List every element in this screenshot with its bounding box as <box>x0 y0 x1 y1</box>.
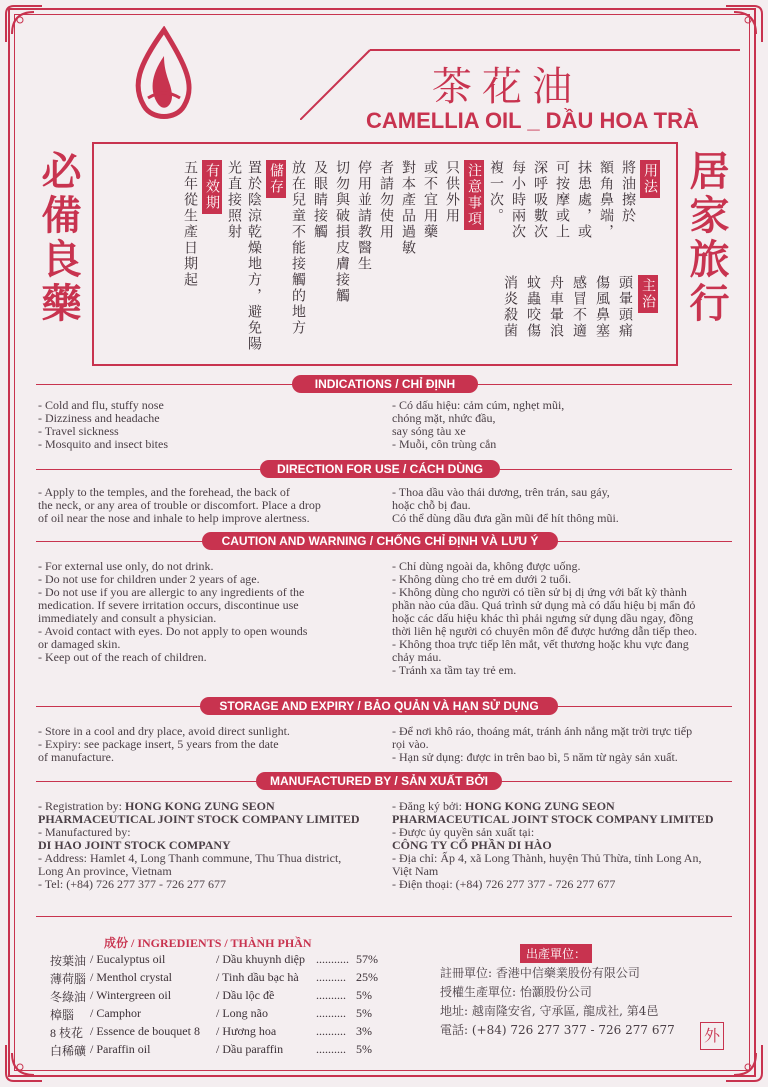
vertical-column: 五年從生產日期起 <box>182 160 198 288</box>
tag-indications: 主治 <box>638 275 658 313</box>
producer-line: 註冊單位: 香港中信藥業股份有限公司 <box>440 966 640 980</box>
caution-vi: - Chỉ dùng ngoài da, không được uống. - Không dùng cho trẻ em dưới 2 tuổi. - Không dùng cho người có tiền sử bị dị ứng với bất kỳ thành phần nào của dầu. Quá trình sử dụng mà có dấu hiệu bị mẩn đỏ hoặc các dấu hiệu khác thì phải ngưng sử dụng dầu ngay, đồng thời liên hệ người có chuyên môn để được hướng dẫn tiếp theo. - Không thoa trực tiếp lên mắt, vết thương hoặc khu vực đang chảy máu. - Tránh xa tầm tay trẻ em. <box>392 559 698 677</box>
vertical-column: 只供外用 <box>444 160 460 224</box>
label: - Được ủy quyền sản xuất tại: <box>392 825 535 839</box>
dot-leader: .......... <box>316 988 346 1002</box>
product-title-chinese: 茶花油 <box>432 64 582 110</box>
indications-heading: INDICATIONS / CHỈ ĐỊNH <box>292 375 478 393</box>
ingredient-name-vi: / Dầu paraffin <box>216 1042 284 1056</box>
vertical-column: 消炎殺菌 <box>502 275 518 339</box>
ingredient-row <box>50 1042 390 1058</box>
vertical-column: 置於陰涼乾燥地方，避免陽光直接照射 <box>226 160 262 352</box>
ingredient-percent: 25% <box>356 970 378 984</box>
producer-chinese <box>440 964 700 1040</box>
manufacturer-vi <box>392 800 752 891</box>
ingredient-name-cn: 8 枝花 <box>50 1026 84 1040</box>
ingredient-percent: 3% <box>356 1024 372 1038</box>
label: - Đăng ký bởi: <box>392 799 466 813</box>
company-name: DI HAO JOINT STOCK COMPANY <box>38 838 231 852</box>
ingredient-name-vi: / Hương hoa <box>216 1024 277 1038</box>
storage-en: - Store in a cool and dry place, avoid direct sunlight. - Expiry: see package insert, 5 years from the date of manufacture. <box>38 724 290 764</box>
divider <box>36 916 732 917</box>
vertical-column: 抹患處，或 <box>576 160 592 240</box>
tag-caution: 注意事項 <box>464 160 484 230</box>
ingredient-row <box>50 1006 390 1022</box>
vertical-column: 及眼睛接觸 <box>312 160 328 240</box>
label: - Manufactured by: <box>38 825 131 839</box>
ingredient-name-en: / Eucalyptus oil <box>90 952 166 966</box>
ingredient-row <box>50 952 390 968</box>
producer-line: 授權生產單位: 怡灝股份公司 <box>440 985 592 999</box>
ingredient-name-cn: 冬綠油 <box>50 990 87 1004</box>
ingredient-name-vi: / Dầu lộc đề <box>216 988 275 1002</box>
direction-vi: - Thoa dầu vào thái dương, trên trán, sau gáy, hoặc chỗ bị đau. Có thể dùng dầu đưa gần mũi để hít thông mũi. <box>392 485 619 525</box>
producer-line: 地址: 越南隆安省, 守承區, 龍成社, 第4邑 <box>440 1004 659 1018</box>
heading-cn: 成份 / <box>104 936 138 950</box>
direction-en: - Apply to the temples, and the forehead, the back of the neck, or any area of trouble or discomfort. Place a drop of oil near the nose and inhale to help improve alertness. <box>38 485 321 525</box>
ingredient-row <box>50 1024 390 1040</box>
vertical-column: 感冒不適 <box>571 275 587 339</box>
ingredient-name-vi: / Tinh dầu bạc hà <box>216 970 299 984</box>
caution-heading: CAUTION AND WARNING / CHỐNG CHỈ ĐỊNH VÀ LƯU Ý <box>202 532 558 550</box>
vertical-column: 頭暈頭痛 <box>617 275 633 339</box>
vertical-column: 深呼吸數次 <box>532 160 548 240</box>
ingredient-name-vi: / Dầu khuynh diệp <box>216 952 305 966</box>
left-slogan: 必備良藥 <box>35 150 82 326</box>
storage-vi: - Để nơi khô ráo, thoáng mát, tránh ánh nắng mặt trời trực tiếp rọi vào. - Hạn sử dụng: được in trên bao bì, 5 năm từ ngày sản xuất. <box>392 724 693 764</box>
vertical-column: 對本產品過敏 <box>400 160 416 256</box>
caution-en: - For external use only, do not drink. - Do not use for children under 2 years of age. - Do not use if you are allergic to any ingredients of the medication. If severe irritation occurs, discontinue use immediately and consult a physician. - Avoid contact with eyes. Do not apply to open wounds or damaged skin. - Keep out of the reach of children. <box>38 559 308 664</box>
ingredient-name-cn: 白稀礦 <box>50 1044 87 1058</box>
indications-chinese <box>500 275 658 339</box>
tag-usage: 用法 <box>640 160 660 198</box>
corner-ornament-icon <box>4 4 44 44</box>
vertical-column: 可按摩或上 <box>554 160 570 240</box>
tag-expiry: 有效期 <box>202 160 222 214</box>
storage-heading: STORAGE AND EXPIRY / BẢO QUẢN VÀ HẠN SỬ DỤNG <box>200 697 558 715</box>
ingredient-row <box>50 970 390 986</box>
manufactured-heading: MANUFACTURED BY / SẢN XUẤT BỞI <box>256 772 502 790</box>
external-use-stamp: 外 <box>700 1022 724 1050</box>
ingredient-name-en: / Camphor <box>90 1006 141 1020</box>
dot-leader: .......... <box>316 1024 346 1038</box>
right-slogan: 居家旅行 <box>683 150 730 326</box>
ingredient-name-cn: 按葉油 <box>50 954 87 968</box>
vertical-column: 者請勿使用 <box>378 160 394 240</box>
ingredient-name-cn: 薄荷腦 <box>50 972 87 986</box>
producer-line: 電話: (+84) 726 277 377 - 726 277 677 <box>440 1023 675 1037</box>
company-name: PHARMACEUTICAL JOINT STOCK COMPANY LIMITED <box>392 812 714 826</box>
ingredient-percent: 5% <box>356 988 372 1002</box>
vertical-column: 蚊蟲咬傷 <box>525 275 541 339</box>
company-name: CÔNG TY CỔ PHẦN DI HÀO <box>392 838 552 852</box>
vertical-column: 將油擦於 <box>620 160 636 224</box>
vertical-column: 每小時兩次 <box>510 160 526 240</box>
dot-leader: ........... <box>316 952 349 966</box>
ingredient-name-en: / Wintergreen oil <box>90 988 172 1002</box>
vertical-column: 傷風鼻塞 <box>594 275 610 339</box>
product-title: CAMELLIA OIL _ DẦU HOA TRÀ <box>366 108 699 133</box>
label: - Registration by: <box>38 799 125 813</box>
vertical-column: 額角鼻端， <box>598 160 614 240</box>
ingredient-name-en: / Menthol crystal <box>90 970 172 984</box>
vertical-column: 放在兒童不能接觸的地方 <box>290 160 306 336</box>
address: - Address: Hamlet 4, Long Thanh commune, Thu Thua district, Long An province, Vietnam - Tel: (+84) 726 277 377 - 726 277 677 <box>38 851 342 891</box>
ingredient-name-en: / Essence de bouquet 8 <box>90 1024 200 1038</box>
dot-leader: .......... <box>316 1042 346 1056</box>
direction-heading: DIRECTION FOR USE / CÁCH DÙNG <box>260 460 500 478</box>
ingredient-name-vi: / Long não <box>216 1006 268 1020</box>
ingredient-percent: 57% <box>356 952 378 966</box>
vertical-column: 複一次。 <box>488 160 504 224</box>
ingredient-name-cn: 樟腦 <box>50 1008 75 1022</box>
manufacturer-en <box>38 800 398 891</box>
ingredient-row <box>50 988 390 1004</box>
dot-leader: .......... <box>316 970 346 984</box>
producer-tag: 出產單位： <box>520 944 592 963</box>
ingredient-percent: 5% <box>356 1006 372 1020</box>
vertical-column: 舟車暈浪 <box>548 275 564 339</box>
ingredient-name-en: / Paraffin oil <box>90 1042 151 1056</box>
corner-ornament-icon <box>724 1043 764 1083</box>
company-name: HONG KONG ZUNG SEON <box>125 799 275 813</box>
heading-en: INGREDIENTS / THÀNH PHẦN <box>137 936 312 950</box>
address: - Địa chỉ: Ấp 4, xã Long Thành, huyện Thủ Thừa, tỉnh Long An, Việt Nam - Điện thoại: (+84) 726 277 377 - 726 277 677 <box>392 851 702 891</box>
company-name: HONG KONG ZUNG SEON <box>465 799 615 813</box>
ingredient-percent: 5% <box>356 1042 372 1056</box>
vertical-column: 或不宜用藥 <box>422 160 438 240</box>
company-name: PHARMACEUTICAL JOINT STOCK COMPANY LIMITED <box>38 812 360 826</box>
corner-ornament-icon <box>4 1043 44 1083</box>
vertical-column: 停用並請教醫生 <box>356 160 372 272</box>
camellia-flame-logo-icon <box>128 26 200 126</box>
indications-vi: - Có dấu hiệu: cảm cúm, nghẹt mũi, chóng mặt, nhức đầu, say sóng tàu xe - Muỗi, côn trùng cắn <box>392 398 565 451</box>
ingredients-heading <box>104 934 311 951</box>
indications-en: - Cold and flu, stuffy nose - Dizziness and headache - Travel sickness - Mosquito and insect bites <box>38 398 168 451</box>
tag-storage: 儲存 <box>266 160 286 198</box>
dot-leader: .......... <box>316 1006 346 1020</box>
vertical-column: 切勿與破損皮膚接觸 <box>334 160 350 304</box>
